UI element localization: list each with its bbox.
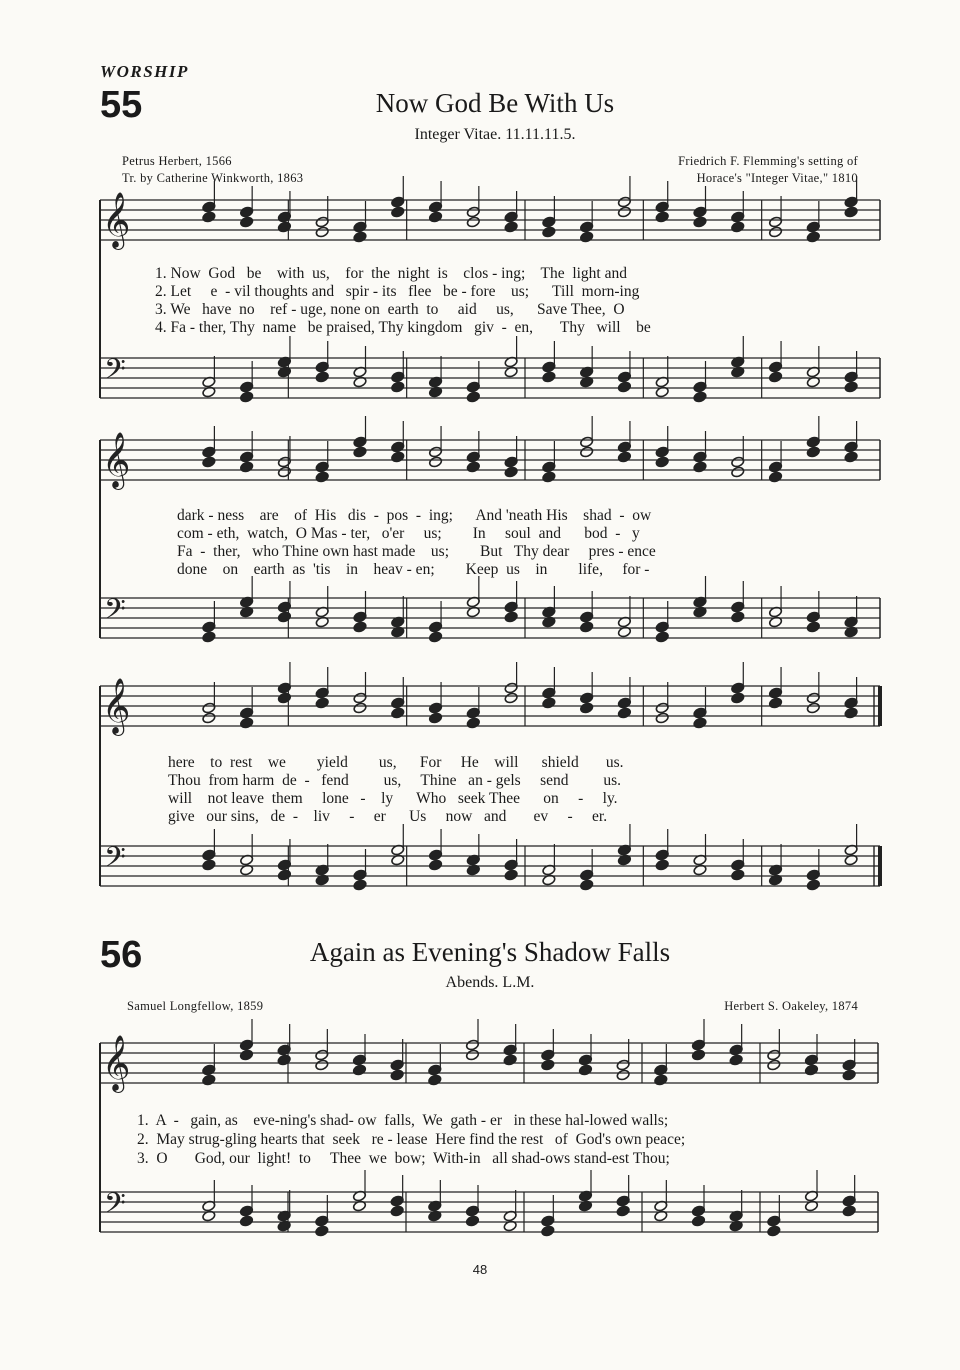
note-head	[466, 461, 480, 473]
tune-name: Integer Vitae. 11.11.11.5.	[414, 126, 576, 143]
verse-2-line: 2. May strug-gling hearts that seek re - lease Here find the rest of God's own peace;	[137, 1131, 686, 1148]
note-head	[240, 216, 254, 228]
note-head	[428, 712, 442, 724]
note-head	[277, 221, 291, 233]
composer-credit	[560, 998, 858, 1015]
verse-1-line: here to rest we yield us, For He will shield us.	[168, 754, 624, 771]
hymn-title: Again as Evening's Shadow Falls	[309, 937, 671, 967]
note-head	[504, 221, 518, 233]
note-head	[315, 371, 329, 383]
note-head	[541, 1059, 555, 1071]
note-head	[353, 231, 367, 243]
note-head	[277, 692, 291, 704]
treble-clef: 𝄞	[102, 678, 131, 734]
note-head	[202, 859, 216, 871]
verse-3-line: will not leave them lone - ly Who seek Thee on - ly.	[168, 790, 618, 807]
note-head	[580, 446, 594, 458]
note-head	[428, 1074, 442, 1086]
note-head	[542, 697, 556, 709]
note-head	[391, 381, 405, 393]
note-head	[655, 211, 669, 223]
note-head	[844, 451, 858, 463]
composer-line: Friedrich F. Flemming's setting of	[678, 154, 858, 168]
note-head	[580, 702, 594, 714]
note-head	[768, 471, 782, 483]
verse-3-line: 3. O God, our light! to Thee we bow; With-in all shad-ows stand-est Thou;	[137, 1150, 670, 1167]
verse-1-line: 1. A - gain, as eve-ning's shad- ow falls, We gath - er in these hal-lowed walls;	[137, 1112, 669, 1129]
note-head	[240, 391, 254, 403]
note-head	[428, 211, 442, 223]
note-head	[353, 879, 367, 891]
note-head	[542, 226, 556, 238]
note-head	[315, 697, 329, 709]
note-head	[466, 216, 480, 228]
note-head	[842, 1069, 856, 1081]
note-head	[617, 451, 631, 463]
note-head	[240, 717, 254, 729]
note-head	[466, 391, 480, 403]
note-head	[693, 461, 707, 473]
verse-4-line: 4. Fa - ther, Thy name be praised, Thy kingdom giv - en, Thy will be	[155, 319, 651, 336]
note-head	[804, 1064, 818, 1076]
note-head	[277, 869, 291, 881]
note-head	[731, 692, 745, 704]
note-head	[240, 461, 254, 473]
note-head	[315, 226, 329, 238]
note-head	[654, 1074, 668, 1086]
author-credit	[127, 998, 263, 1015]
note-head	[693, 216, 707, 228]
translator-line: Tr. by Catherine Winkworth, 1863	[122, 171, 304, 185]
note-head	[465, 1049, 479, 1061]
note-head	[731, 869, 745, 881]
section-label: WORSHIP	[100, 62, 189, 81]
note-head	[202, 1074, 216, 1086]
note-head	[466, 717, 480, 729]
note-head	[504, 611, 518, 623]
note-head	[729, 1054, 743, 1066]
note-head	[315, 1225, 329, 1237]
note-head	[352, 1064, 366, 1076]
note-head	[353, 446, 367, 458]
note-head	[617, 206, 631, 218]
author-line: Petrus Herbert, 1566	[122, 154, 232, 168]
note-head	[731, 221, 745, 233]
composer-line: Horace's "Integer Vitae," 1810	[696, 171, 858, 185]
note-head	[390, 1069, 404, 1081]
author-line: Samuel Longfellow, 1859	[127, 999, 264, 1013]
note-head	[580, 621, 594, 633]
note-head	[504, 869, 518, 881]
note-head	[277, 611, 291, 623]
note-head	[542, 471, 556, 483]
note-head	[693, 391, 707, 403]
verse-3-line: 3. We have no ref - uge, none on earth to aid us, Save Thee, O	[155, 301, 625, 318]
verse-2-line: 2. Let e - vil thoughts and spir - its flee be - fore us; Till morn-ing	[155, 283, 640, 300]
note-head	[617, 707, 631, 719]
verse-2-line: com - eth, watch, O Mas - ter, o'er us; In soul and bod - y	[177, 525, 640, 542]
verse-1-line: dark - ness are of His dis - pos - ing; And 'neath His shad - ow	[177, 507, 652, 524]
note-head	[844, 381, 858, 393]
note-head	[277, 466, 291, 478]
note-head	[503, 1054, 517, 1066]
note-head	[428, 456, 442, 468]
hymn-number: 56	[100, 934, 143, 976]
page-number: 48	[472, 1262, 488, 1277]
verse-2-line: Thou from harm de - fend us, Thine an - gels send us.	[168, 772, 622, 789]
note-head	[391, 451, 405, 463]
note-head	[239, 1049, 253, 1061]
note-head	[504, 692, 518, 704]
note-head	[806, 702, 820, 714]
bass-clef: 𝄢	[104, 593, 126, 633]
note-head	[617, 381, 631, 393]
note-head	[578, 1064, 592, 1076]
note-head	[315, 471, 329, 483]
note-head	[391, 707, 405, 719]
note-head	[580, 879, 594, 891]
bass-clef: 𝄢	[104, 1187, 126, 1227]
note-head	[428, 631, 442, 643]
note-head	[541, 1225, 555, 1237]
note-head	[315, 1059, 329, 1071]
note-head	[844, 206, 858, 218]
note-head	[844, 707, 858, 719]
note-head	[655, 456, 669, 468]
note-head	[731, 611, 745, 623]
note-head	[655, 712, 669, 724]
verse-3-line: Fa - ther, who Thine own hast made us; But Thy dear pres - ence	[177, 543, 656, 560]
verse-4-line: done on earth as 'tis in heav - en; Keep us in life, for -	[177, 561, 650, 578]
treble-clef: 𝄞	[102, 1035, 131, 1091]
note-head	[616, 1069, 630, 1081]
note-head	[504, 466, 518, 478]
note-head	[202, 211, 216, 223]
note-head	[277, 1054, 291, 1066]
note-head	[390, 1205, 404, 1217]
note-head	[353, 702, 367, 714]
verse-1-line: 1. Now God be with us, for the night is clos - ing; The light and	[155, 265, 627, 282]
bass-clef: 𝄢	[104, 353, 126, 393]
note-head	[806, 446, 820, 458]
note-head	[768, 226, 782, 238]
note-head	[542, 371, 556, 383]
note-head	[202, 712, 216, 724]
note-head	[616, 1205, 630, 1217]
note-head	[239, 1215, 253, 1227]
note-head	[353, 621, 367, 633]
verse-4-line: give our sins, de - liv - er Us now and ev - er.	[168, 808, 608, 825]
note-head	[202, 456, 216, 468]
note-head	[806, 879, 820, 891]
note-head	[768, 697, 782, 709]
note-head	[693, 717, 707, 729]
note-head	[768, 371, 782, 383]
note-head	[465, 1215, 479, 1227]
hymn-number: 55	[100, 84, 143, 126]
note-head	[767, 1059, 781, 1071]
note-head	[691, 1215, 705, 1227]
note-head	[580, 231, 594, 243]
composer-line: Herbert S. Oakeley, 1874	[724, 999, 858, 1013]
note-head	[428, 859, 442, 871]
note-head	[806, 231, 820, 243]
tune-name: Abends. L.M.	[445, 974, 535, 991]
note-head	[391, 206, 405, 218]
treble-clef: 𝄞	[102, 192, 131, 248]
treble-clef: 𝄞	[102, 432, 131, 488]
note-head	[806, 621, 820, 633]
note-head	[731, 466, 745, 478]
note-head	[842, 1205, 856, 1217]
note-head	[691, 1049, 705, 1061]
bass-clef: 𝄢	[104, 841, 126, 881]
note-head	[767, 1225, 781, 1237]
note-head	[655, 631, 669, 643]
hymn-title: Now God Be With Us	[375, 88, 615, 118]
note-head	[202, 631, 216, 643]
note-head	[655, 859, 669, 871]
